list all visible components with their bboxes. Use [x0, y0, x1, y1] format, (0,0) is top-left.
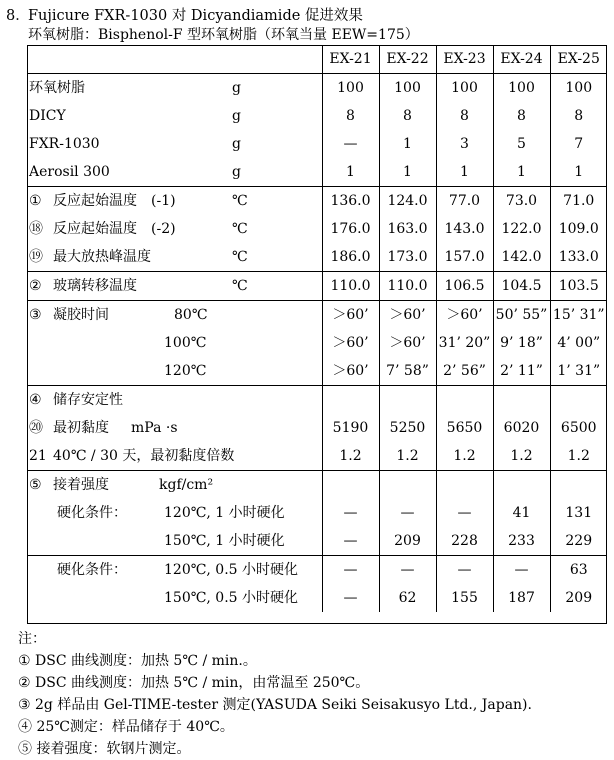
- value-cell: 6500: [550, 414, 607, 442]
- value-cell: 5190: [322, 414, 379, 442]
- results-table: [27, 45, 607, 612]
- value-cell: 1: [550, 158, 607, 187]
- value-cell: 8: [322, 102, 379, 130]
- value-cell: 104.5: [493, 272, 550, 301]
- value-cell: 1.2: [379, 442, 436, 471]
- row-label: 储存安定性: [53, 392, 123, 408]
- row-label: FXR-1030: [29, 136, 100, 152]
- table-row: [27, 471, 607, 500]
- row-unit-cell: [230, 187, 322, 216]
- value-cell: [493, 386, 550, 415]
- row-mark: ⑱: [29, 221, 43, 237]
- value-cell: 1’ 31”: [550, 357, 607, 386]
- row-mark: ④: [29, 392, 42, 408]
- row-unit-cell: [164, 499, 322, 527]
- value-cell: —: [322, 499, 379, 527]
- value-cell: 15’ 31”: [550, 301, 607, 330]
- notes: [18, 628, 532, 760]
- value-cell: —: [493, 556, 550, 585]
- row-unit: g: [232, 164, 241, 180]
- note-item: ⑤ 接着强度：软钢片测定。: [18, 741, 191, 757]
- value-cell: [436, 386, 493, 415]
- value-cell: 1: [379, 130, 436, 158]
- title-text: Fujicure FXR-1030 对 Dicyandiamide 促进效果: [28, 8, 363, 24]
- value-cell: 1.2: [436, 442, 493, 471]
- row-label: DICY: [29, 108, 66, 124]
- row-unit-cell: [164, 584, 322, 612]
- value-cell: 50’ 55”: [493, 301, 550, 330]
- value-cell: 63: [550, 556, 607, 585]
- value-cell: 106.5: [436, 272, 493, 301]
- row-unit-cell: [174, 301, 322, 330]
- table-row: [27, 272, 607, 301]
- value-cell: —: [322, 556, 379, 585]
- value-cell: 41: [493, 499, 550, 527]
- row-mark: ⑲: [29, 249, 43, 265]
- value-cell: 100: [322, 74, 379, 103]
- value-cell: ＞60’: [322, 329, 379, 357]
- row-label-cell: [27, 74, 230, 103]
- value-cell: [493, 471, 550, 500]
- value-cell: 124.0: [379, 187, 436, 216]
- col-header: EX-25: [550, 45, 607, 74]
- row-unit: g: [232, 80, 241, 96]
- row-unit: 120℃, 0.5 小时硬化: [164, 562, 298, 578]
- table-row: [27, 215, 607, 243]
- note-item: ③ 2g 样品由 Gel-TIME-tester 测定(YASUDA Seiki Seisakusyo Ltd., Japan).: [18, 697, 532, 713]
- row-label: 硬化条件：: [57, 505, 127, 521]
- value-cell: —: [322, 584, 379, 612]
- value-cell: [550, 386, 607, 415]
- value-cell: 5650: [436, 414, 493, 442]
- row-unit: ℃: [232, 278, 248, 294]
- row-unit: g: [232, 108, 241, 124]
- value-cell: 100: [379, 74, 436, 103]
- row-unit-cell: [230, 386, 322, 415]
- row-unit-cell: [164, 329, 322, 357]
- col-header: EX-22: [379, 45, 436, 74]
- value-cell: 136.0: [322, 187, 379, 216]
- value-cell: —: [322, 527, 379, 556]
- col-header: EX-23: [436, 45, 493, 74]
- value-cell: 77.0: [436, 187, 493, 216]
- value-cell: 229: [550, 527, 607, 556]
- row-mark: ⑳: [29, 420, 43, 436]
- row-unit-cell: [164, 556, 322, 585]
- value-cell: 157.0: [436, 243, 493, 272]
- row-unit: mPa ·s: [131, 420, 178, 436]
- row-label-cell: [27, 414, 230, 442]
- row-label: 反应起始温度: [53, 221, 137, 237]
- value-cell: [322, 471, 379, 500]
- table-row: [27, 442, 607, 471]
- value-cell: 142.0: [493, 243, 550, 272]
- row-sublabel: (-1): [151, 193, 176, 209]
- row-unit: 150℃, 0.5 小时硬化: [164, 590, 298, 606]
- header-row: [27, 45, 607, 74]
- row-label: 环氧树脂: [29, 80, 85, 96]
- value-cell: 233: [493, 527, 550, 556]
- value-cell: 103.5: [550, 272, 607, 301]
- note-item: ② DSC 曲线测度：加热 5℃ / min，由常温至 250℃。: [18, 675, 370, 691]
- row-mark: ①: [29, 193, 42, 209]
- row-unit-cell: [230, 243, 322, 272]
- value-cell: 173.0: [379, 243, 436, 272]
- value-cell: [436, 471, 493, 500]
- value-cell: 209: [550, 584, 607, 612]
- row-unit: 120℃: [164, 363, 207, 379]
- row-unit-cell: [230, 272, 322, 301]
- value-cell: 131: [550, 499, 607, 527]
- row-unit-cell: [164, 527, 322, 556]
- value-cell: 5: [493, 130, 550, 158]
- row-unit-cell: [230, 130, 322, 158]
- row-unit: 80℃: [174, 307, 208, 323]
- value-cell: —: [322, 130, 379, 158]
- value-cell: 187: [493, 584, 550, 612]
- value-cell: 2’ 11”: [493, 357, 550, 386]
- table-row: [27, 556, 607, 585]
- row-unit: 100℃: [164, 335, 207, 351]
- row-mark: ②: [29, 278, 42, 294]
- row-label-cell: [27, 215, 230, 243]
- value-cell: 133.0: [550, 243, 607, 272]
- value-cell: ＞60’: [379, 301, 436, 330]
- table-row: [27, 243, 607, 272]
- row-unit: kgf/cm²: [159, 477, 214, 493]
- row-unit: g: [232, 136, 241, 152]
- row-unit-cell: [230, 442, 322, 471]
- value-cell: 73.0: [493, 187, 550, 216]
- table-row: [27, 357, 607, 386]
- row-sublabel: (-2): [151, 221, 176, 237]
- table-row: [27, 301, 607, 330]
- row-label-cell: [27, 130, 230, 158]
- document-subtitle: 环氧树脂：Bisphenol-F 型环氧树脂（环氧当量 EEW=175）: [28, 27, 419, 43]
- value-cell: 1.2: [322, 442, 379, 471]
- value-cell: 1: [322, 158, 379, 187]
- row-label: 最大放热峰温度: [53, 249, 151, 265]
- row-label: 最初黏度: [53, 420, 109, 436]
- value-cell: ＞60’: [322, 357, 379, 386]
- value-cell: —: [379, 499, 436, 527]
- value-cell: 8: [493, 102, 550, 130]
- value-cell: 1: [436, 158, 493, 187]
- col-header: EX-21: [322, 45, 379, 74]
- row-mark: 21: [29, 448, 47, 464]
- value-cell: 143.0: [436, 215, 493, 243]
- value-cell: 62: [379, 584, 436, 612]
- value-cell: 6020: [493, 414, 550, 442]
- value-cell: 1.2: [493, 442, 550, 471]
- value-cell: 100: [493, 74, 550, 103]
- title-number: 8．: [6, 8, 30, 24]
- table-row: [27, 527, 607, 556]
- row-label-cell: [27, 386, 230, 415]
- value-cell: 155: [436, 584, 493, 612]
- value-cell: [379, 386, 436, 415]
- note-item: ① DSC 曲线测度：加热 5℃ / min.。: [18, 653, 257, 669]
- table-row: [27, 499, 607, 527]
- value-cell: 163.0: [379, 215, 436, 243]
- value-cell: 110.0: [379, 272, 436, 301]
- row-label-cell: [27, 243, 230, 272]
- row-mark: ③: [29, 307, 42, 323]
- value-cell: 7: [550, 130, 607, 158]
- value-cell: 8: [550, 102, 607, 130]
- row-mark: ⑤: [29, 477, 42, 493]
- table-row: [27, 187, 607, 216]
- table-row: [27, 130, 607, 158]
- row-unit-cell: [230, 215, 322, 243]
- table-row: [27, 386, 607, 415]
- row-label: 反应起始温度: [53, 193, 137, 209]
- value-cell: 1.2: [550, 442, 607, 471]
- row-label: 玻璃转移温度: [53, 278, 137, 294]
- value-cell: 2’ 56”: [436, 357, 493, 386]
- row-label: Aerosil 300: [29, 164, 110, 180]
- row-label-cell: [27, 187, 230, 216]
- value-cell: ＞60’: [322, 301, 379, 330]
- value-cell: 9’ 18”: [493, 329, 550, 357]
- row-unit-cell: [230, 74, 322, 103]
- value-cell: [550, 471, 607, 500]
- value-cell: ＞60’: [379, 329, 436, 357]
- value-cell: 100: [550, 74, 607, 103]
- row-unit: 150℃, 1 小时硬化: [164, 533, 285, 549]
- value-cell: 100: [436, 74, 493, 103]
- value-cell: 5250: [379, 414, 436, 442]
- table-row: [27, 584, 607, 612]
- value-cell: —: [436, 556, 493, 585]
- row-unit: ℃: [232, 249, 248, 265]
- row-unit: 120℃, 1 小时硬化: [164, 505, 285, 521]
- value-cell: ＞60’: [436, 301, 493, 330]
- value-cell: 31’ 20”: [436, 329, 493, 357]
- value-cell: —: [379, 556, 436, 585]
- row-unit: ℃: [232, 221, 248, 237]
- value-cell: 209: [379, 527, 436, 556]
- value-cell: 71.0: [550, 187, 607, 216]
- row-label-cell: [27, 442, 235, 471]
- value-cell: [322, 386, 379, 415]
- row-unit-cell: [159, 471, 322, 500]
- row-label-cell: [27, 102, 230, 130]
- row-label-cell: [27, 158, 230, 187]
- value-cell: 186.0: [322, 243, 379, 272]
- value-cell: —: [436, 499, 493, 527]
- table-row: [27, 329, 607, 357]
- table-row: [27, 102, 607, 130]
- value-cell: 109.0: [550, 215, 607, 243]
- value-cell: 122.0: [493, 215, 550, 243]
- document-title: [6, 4, 363, 25]
- value-cell: 7’ 58”: [379, 357, 436, 386]
- value-cell: 228: [436, 527, 493, 556]
- value-cell: 8: [436, 102, 493, 130]
- row-unit-cell: [131, 414, 322, 442]
- table-row: [27, 74, 607, 103]
- row-unit: ℃: [232, 193, 248, 209]
- value-cell: 176.0: [322, 215, 379, 243]
- value-cell: [379, 471, 436, 500]
- row-unit-cell: [230, 102, 322, 130]
- notes-heading: 注：: [18, 631, 46, 647]
- value-cell: 1: [493, 158, 550, 187]
- row-unit-cell: [164, 357, 322, 386]
- note-item: ④ 25℃测定：样品储存于 40℃。: [18, 719, 234, 735]
- row-label: 硬化条件：: [57, 562, 127, 578]
- value-cell: 3: [436, 130, 493, 158]
- table-row: [27, 158, 607, 187]
- value-cell: 110.0: [322, 272, 379, 301]
- row-label: 凝胶时间: [53, 307, 109, 323]
- row-label-cell: [27, 272, 230, 301]
- row-unit-cell: [230, 158, 322, 187]
- col-header: EX-24: [493, 45, 550, 74]
- value-cell: 4’ 00”: [550, 329, 607, 357]
- row-label: 接着强度: [53, 477, 109, 493]
- table-row: [27, 414, 607, 442]
- value-cell: 8: [379, 102, 436, 130]
- value-cell: 1: [379, 158, 436, 187]
- row-label: 40℃ / 30 天，最初黏度倍数: [53, 448, 235, 464]
